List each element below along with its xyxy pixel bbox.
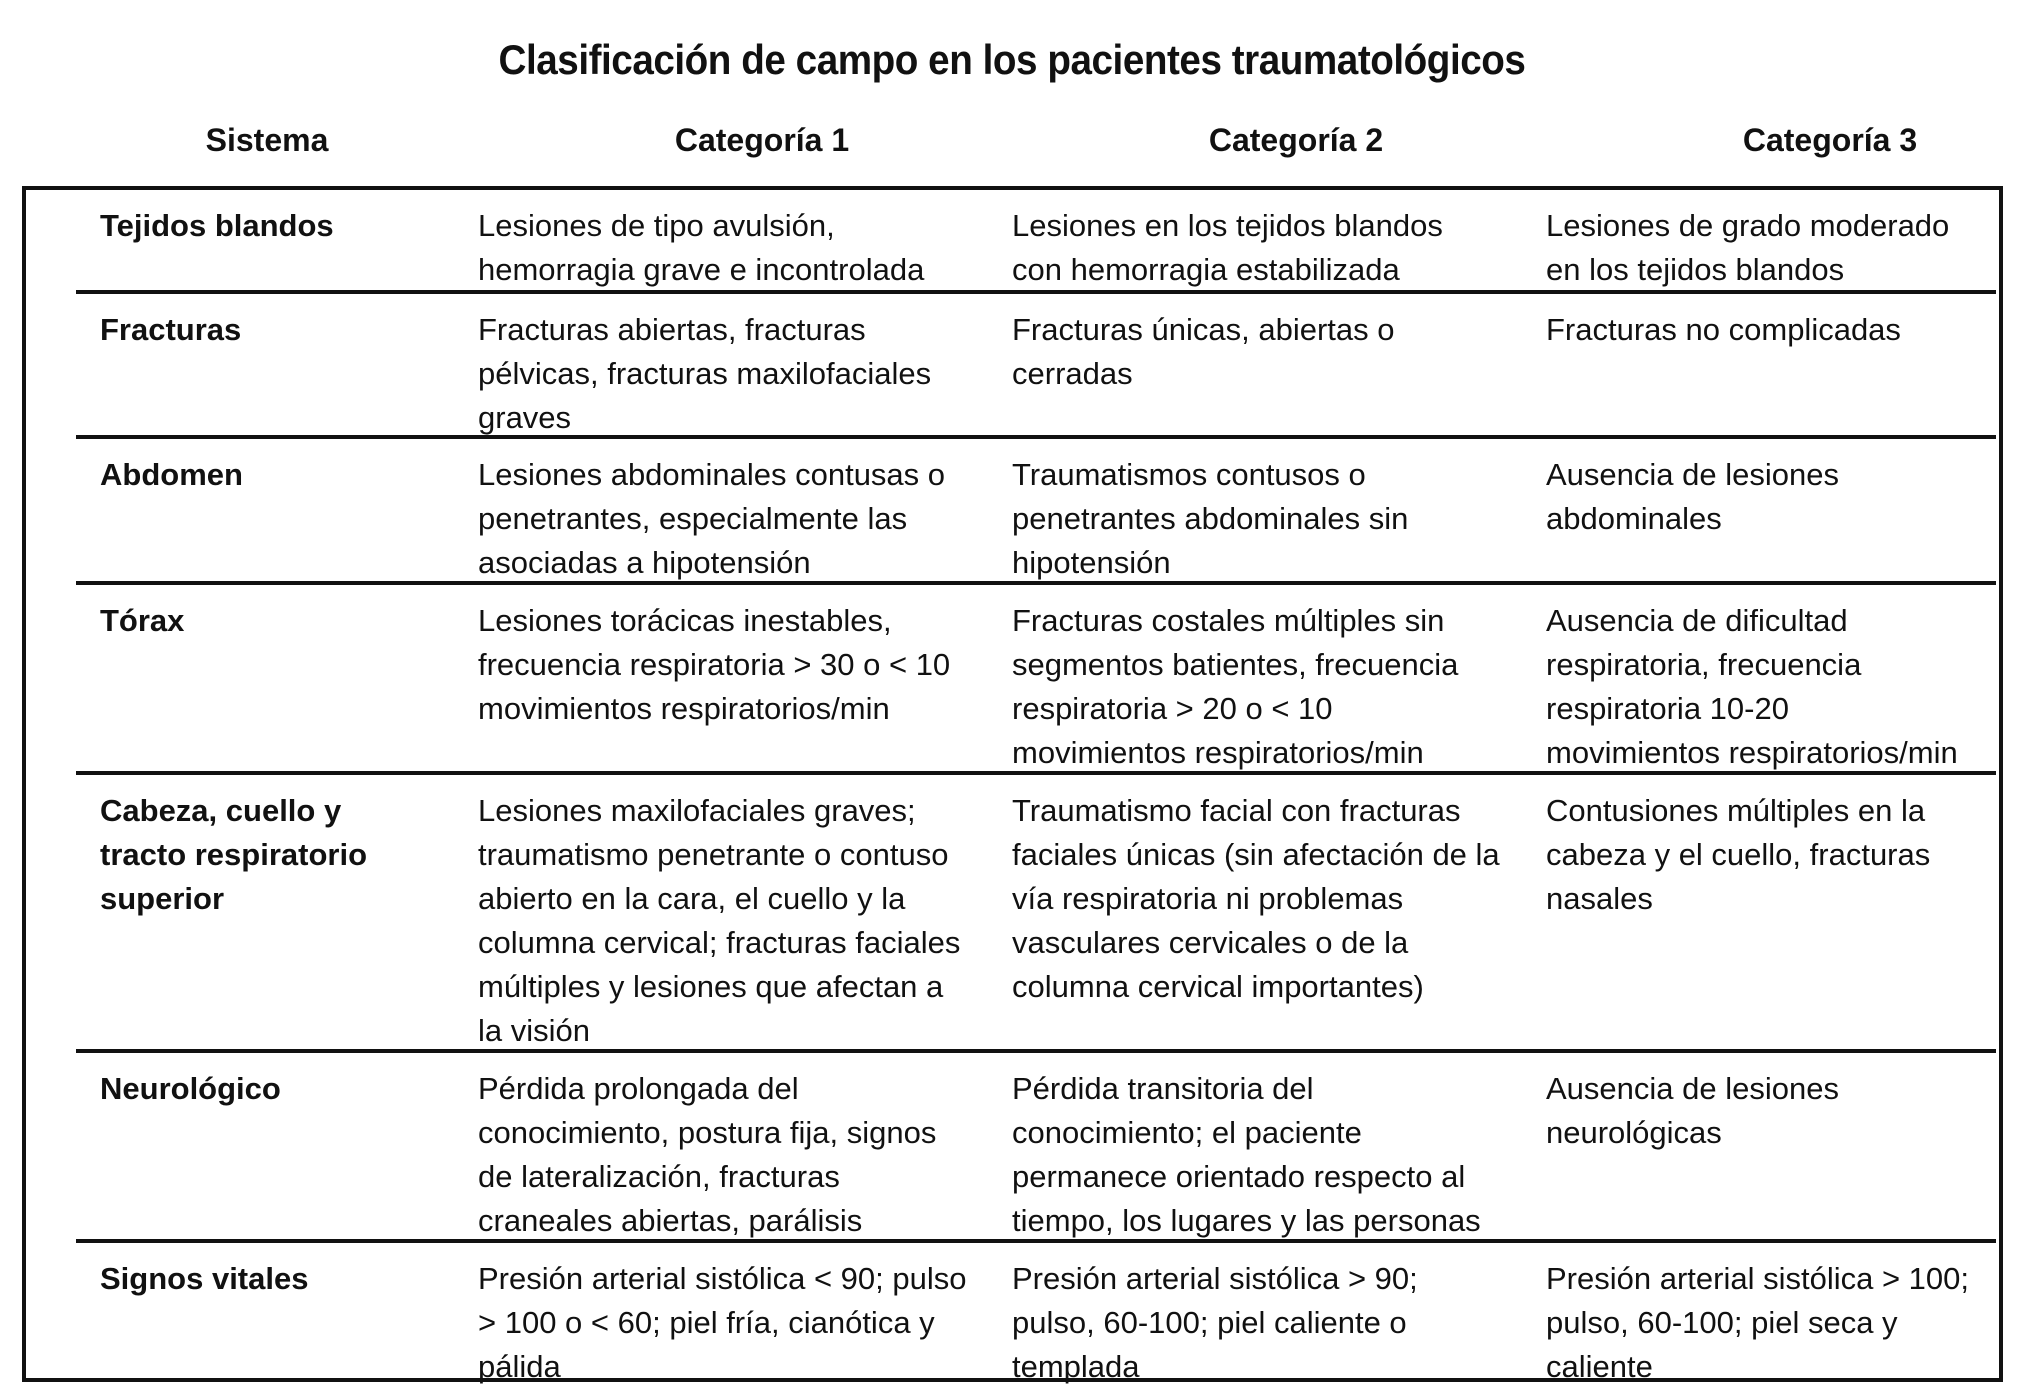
row-category-1-text: Lesiones torácicas inestables, frecuencia respiratoria > 30 o < 10 movimientos respiratorios/min bbox=[478, 603, 951, 726]
row-category-3-text: Lesiones de grado moderado en los tejidos blandos bbox=[1546, 208, 1950, 287]
row-category-1-text: Lesiones de tipo avulsión, hemorragia grave e incontrolada bbox=[478, 208, 925, 287]
row-category-3-text: Ausencia de lesiones neurológicas bbox=[1546, 1071, 1839, 1150]
row-category-3-text: Presión arterial sistólica > 100; pulso, 60-100; piel seca y caliente bbox=[1546, 1261, 1970, 1384]
header-categoria-2: Categoría 2 bbox=[1208, 122, 1384, 158]
row-category-2-text: Pérdida transitoria del conocimiento; el paciente permanece orientado respecto al tiempo, los lugares y las personas bbox=[1012, 1071, 1481, 1238]
table-row-cabeza-cuello bbox=[76, 775, 1996, 1053]
table-row-neurologico bbox=[76, 1053, 1996, 1243]
row-category-1-text: Lesiones abdominales contusas o penetrantes, especialmente las asociadas a hipotensión bbox=[478, 457, 946, 580]
row-system-label: Tejidos blandos bbox=[100, 208, 334, 243]
row-category-1-text: Fracturas abiertas, fracturas pélvicas, fracturas maxilofaciales graves bbox=[478, 312, 932, 435]
table-header bbox=[22, 122, 2008, 166]
row-category-2-text: Presión arterial sistólica > 90; pulso, 60-100; piel caliente o templada bbox=[1012, 1261, 1418, 1384]
row-category-3-text: Fracturas no complicadas bbox=[1546, 312, 1901, 347]
row-category-2-text: Fracturas únicas, abiertas o cerradas bbox=[1012, 312, 1395, 391]
row-category-1-text: Presión arterial sistólica < 90; pulso > 100 o < 60; piel fría, cianótica y pálida bbox=[478, 1261, 967, 1384]
header-sistema: Sistema bbox=[205, 122, 329, 158]
header-categoria-3: Categoría 3 bbox=[1742, 122, 1918, 158]
table-row-abdomen bbox=[76, 439, 1996, 585]
table-row-tejidos-blandos bbox=[76, 190, 1996, 294]
row-system-label: Signos vitales bbox=[100, 1261, 309, 1296]
row-category-1-text: Lesiones maxilofaciales graves; traumatismo penetrante o contuso abierto en la cara, el cuello y la columna cervical; fracturas faciales múltiples y lesiones que afectan a la visión bbox=[478, 793, 961, 1048]
row-system-label: Fracturas bbox=[100, 312, 242, 347]
header-categoria-1: Categoría 1 bbox=[674, 122, 850, 158]
row-category-3-text: Contusiones múltiples en la cabeza y el cuello, fracturas nasales bbox=[1546, 793, 1931, 916]
row-system-label: Neurológico bbox=[100, 1071, 281, 1106]
row-system-label: Abdomen bbox=[100, 457, 243, 492]
row-system-label: Tórax bbox=[100, 603, 185, 638]
table-row-signos-vitales bbox=[76, 1243, 1996, 1384]
page-title: Clasificación de campo en los pacientes traumatológicos bbox=[498, 36, 1526, 83]
row-category-2-text: Lesiones en los tejidos blandos con hemorragia estabilizada bbox=[1012, 208, 1443, 287]
row-category-3-text: Ausencia de lesiones abdominales bbox=[1546, 457, 1839, 536]
classification-table bbox=[22, 186, 2003, 1382]
row-category-1-text: Pérdida prolongada del conocimiento, postura fija, signos de lateralización, fracturas craneales abiertas, parálisis bbox=[478, 1071, 937, 1238]
row-category-2-text: Traumatismo facial con fracturas faciales únicas (sin afectación de la vía respiratoria ni problemas vasculares cervicales o de la columna cervical importantes) bbox=[1012, 793, 1500, 1004]
row-system-label: Cabeza, cuello y tracto respiratorio superior bbox=[100, 793, 368, 916]
table-row-fracturas bbox=[76, 294, 1996, 439]
row-category-2-text: Fracturas costales múltiples sin segmentos batientes, frecuencia respiratoria > 20 o < 10 movimientos respiratorios/min bbox=[1012, 603, 1459, 770]
row-category-3-text: Ausencia de dificultad respiratoria, frecuencia respiratoria 10-20 movimientos respiratorios/min bbox=[1546, 603, 1958, 770]
table-row-torax bbox=[76, 585, 1996, 775]
row-category-2-text: Traumatismos contusos o penetrantes abdominales sin hipotensión bbox=[1012, 457, 1409, 580]
